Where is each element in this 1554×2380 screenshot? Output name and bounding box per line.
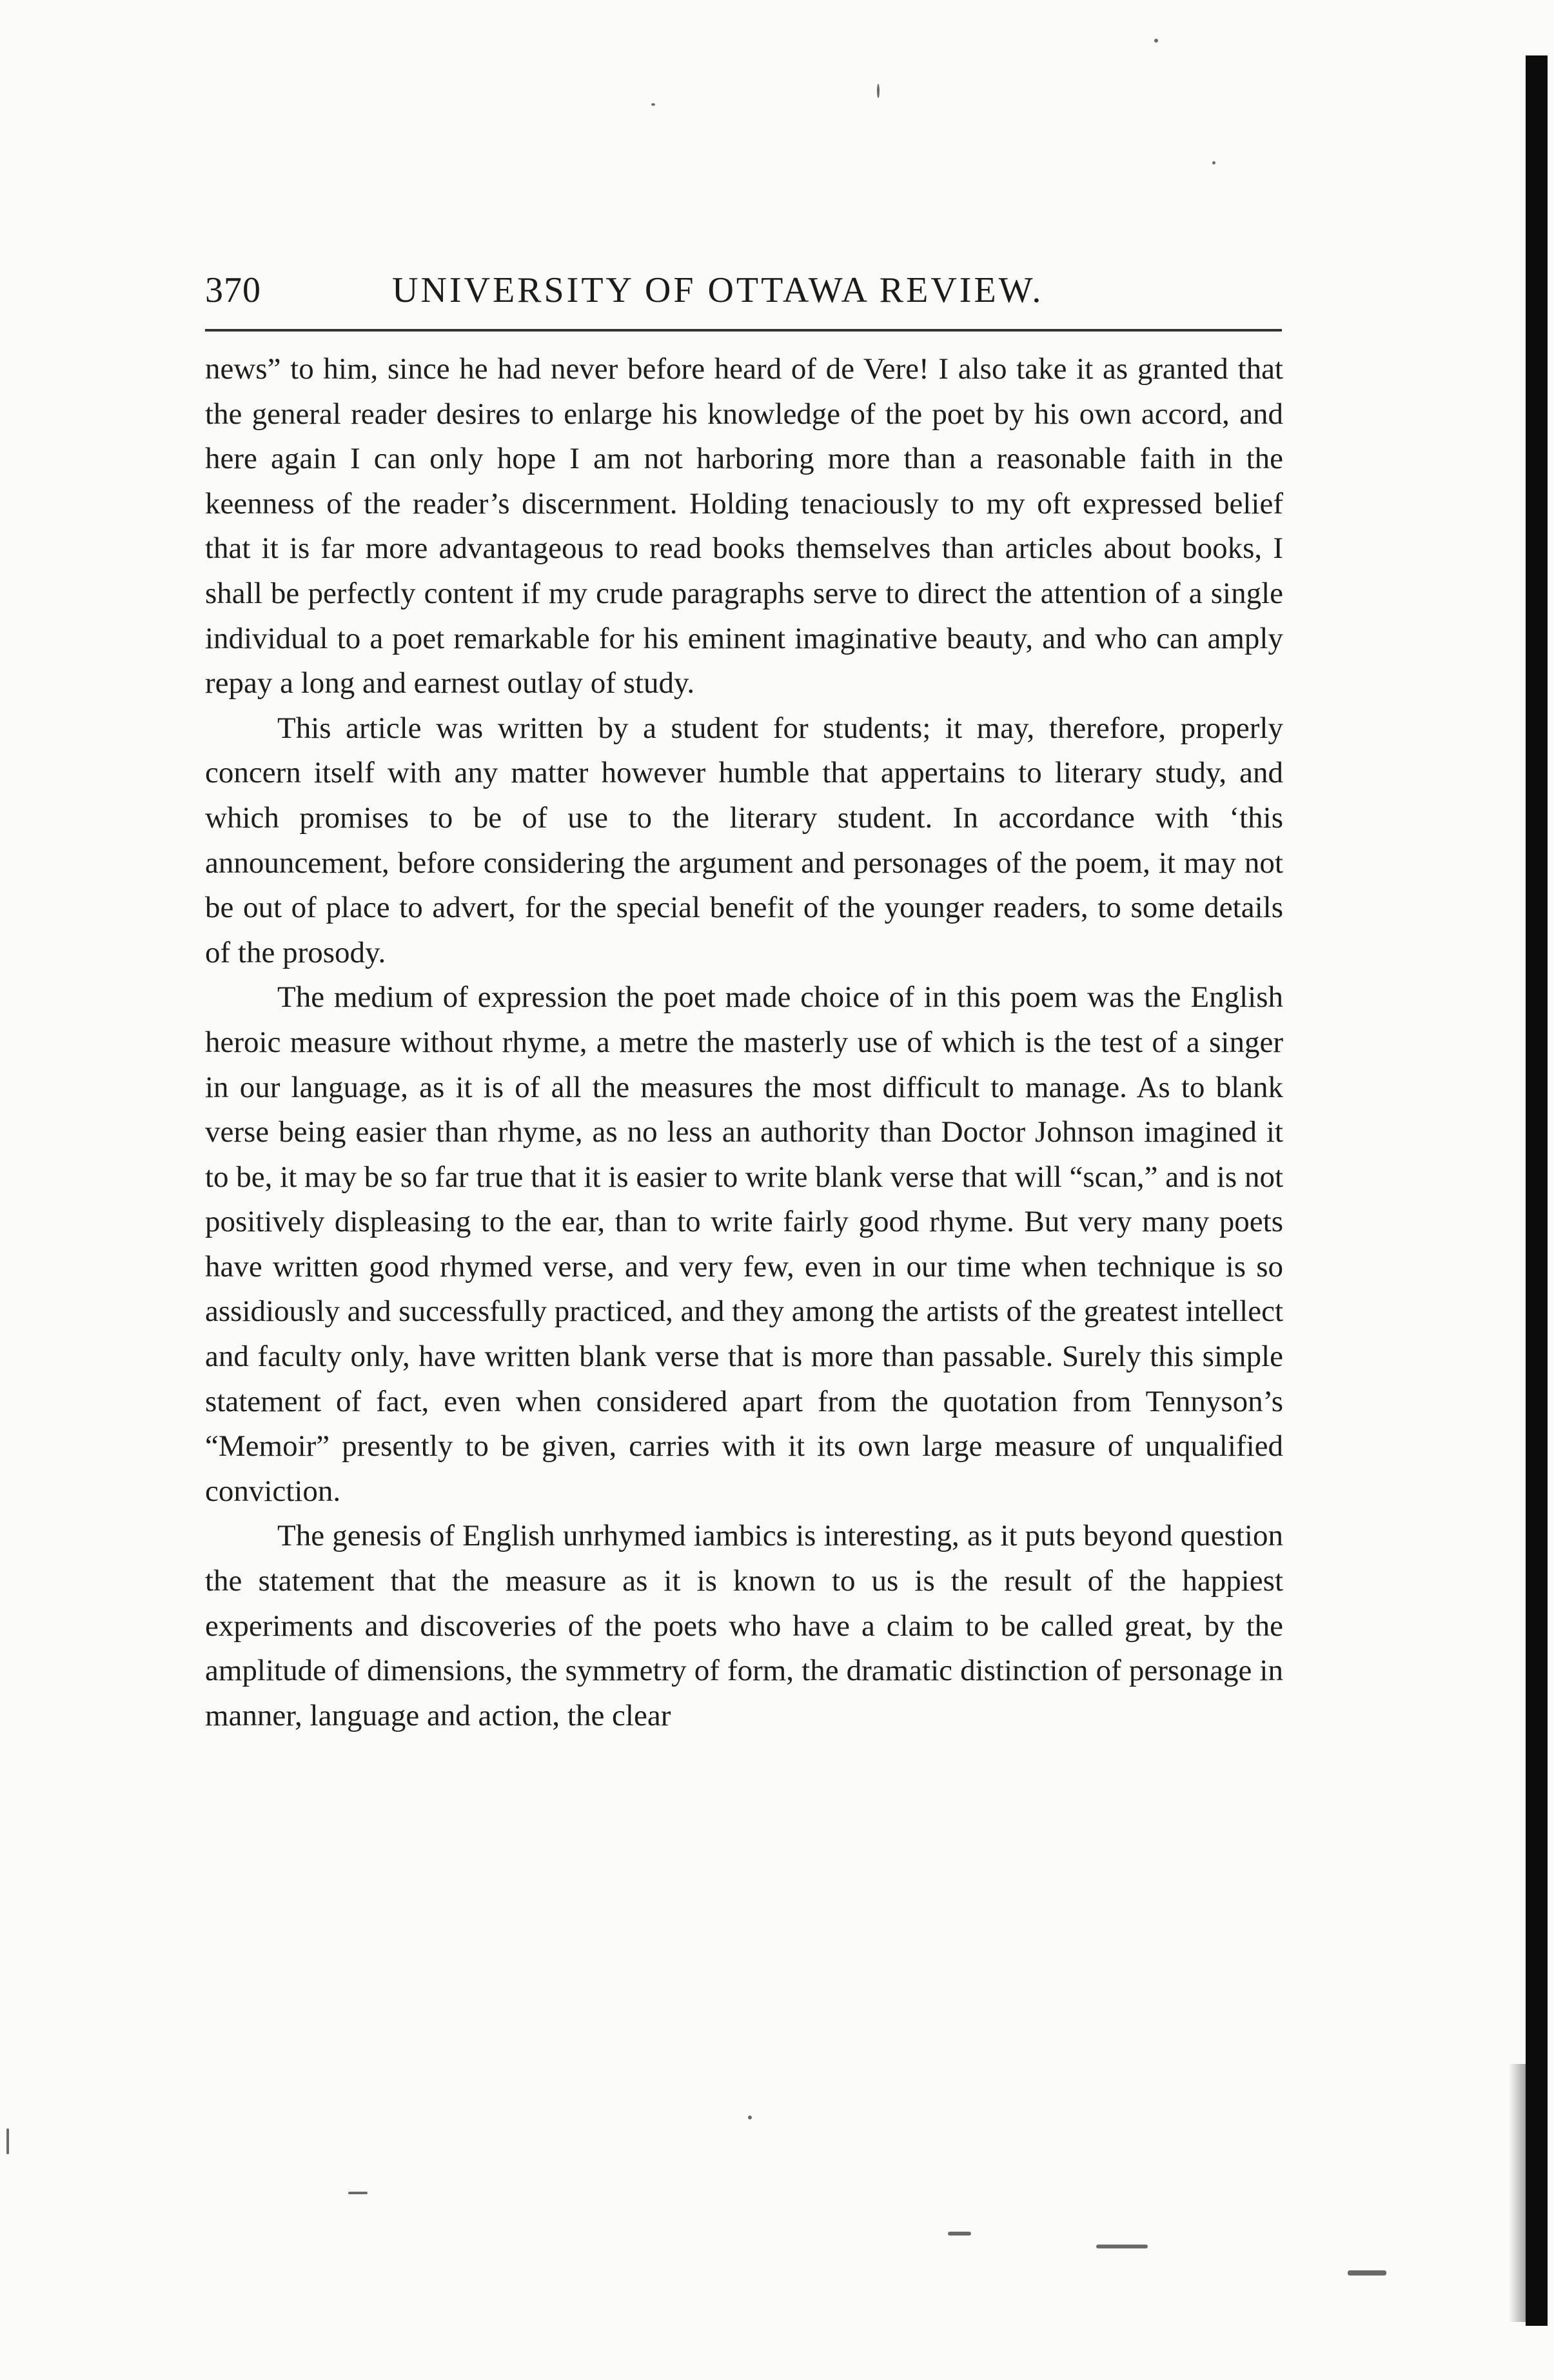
scan-speck [748, 2116, 752, 2119]
running-head: UNIVERSITY OF OTTAWA REVIEW. [392, 270, 1044, 310]
scan-speck [1348, 2270, 1386, 2276]
body-text [205, 347, 1283, 1738]
scan-speck [6, 2128, 9, 2154]
paragraph-4: The genesis of English unrhymed iambics is interesting, as it puts beyond question the statement that the measure as it is known to us is the result of the happiest experiments and discoveries of the poets who have a claim to be called great, by the amplitude of dimensions, the symmetry of form, the dramatic distinction of personage in manner, language and action, the clear [205, 1519, 1283, 1732]
scan-speck [877, 84, 880, 98]
paragraph-2: This article was written by a student for students; it may, therefore, properly concern itself with any matter however humble that appertains to literary study, and which promises to be of use to the literary student. In accordance with ‘this announcement, before considering the argument and personages of the poem, it may not be out of place to advert, for the special benefit of the younger readers, to some details of the prosody. [205, 711, 1283, 969]
scan-speck [1096, 2245, 1148, 2248]
paragraph-3: The medium of expression the poet made choice of in this poem was the English heroic measure without rhyme, a metre the masterly use of which is the test of a singer in our language, as it is of all the measures the most difficult to manage. As to blank verse being easier than rhyme, as no less an authority than Doctor Johnson imagined it to be, it may be so far true that it is easier to write blank verse that will “scan,” and is not positively displeasing to the ear, than to write fairly good rhyme. But very many poets have written good rhymed verse, and very few, even in our time when technique is so assidiously and successfully practiced, and they among the artists of the greatest intellect and faculty only, have written blank verse that is more than passable. Surely this simple statement of fact, even when considered apart from the quotation from Tennyson’s “Memoir” presently to be given, carries with it its own large measure of unqualified conviction. [205, 980, 1283, 1508]
paragraph-1: news” to him, since he had never before heard of de Vere! I also take it as granted that the general reader desires to enlarge his knowledge of the poet by his own accord, and here again I can only hope I am not harboring more than a reasonable faith in the keenness of the reader’s discernment. Holding tenaciously to my oft expressed belief that it is far more advantageous to read books themselves than articles about books, I shall be perfectly content if my crude paragraphs serve to direct the attention of a single individual to a poet remarkable for his eminent imaginative beauty, and who can amply repay a long and earnest outlay of study. [205, 352, 1283, 700]
scan-speck [1154, 39, 1158, 43]
scan-speck [948, 2232, 971, 2236]
page-number: 370 [205, 270, 261, 310]
header-rule [205, 329, 1282, 332]
scan-speck [348, 2192, 368, 2194]
scan-edge-shadow [1509, 2064, 1526, 2322]
scan-speck [651, 103, 655, 106]
scan-speck [1212, 161, 1215, 164]
page-header [205, 264, 1283, 316]
scan-binding-edge [1526, 55, 1548, 2326]
